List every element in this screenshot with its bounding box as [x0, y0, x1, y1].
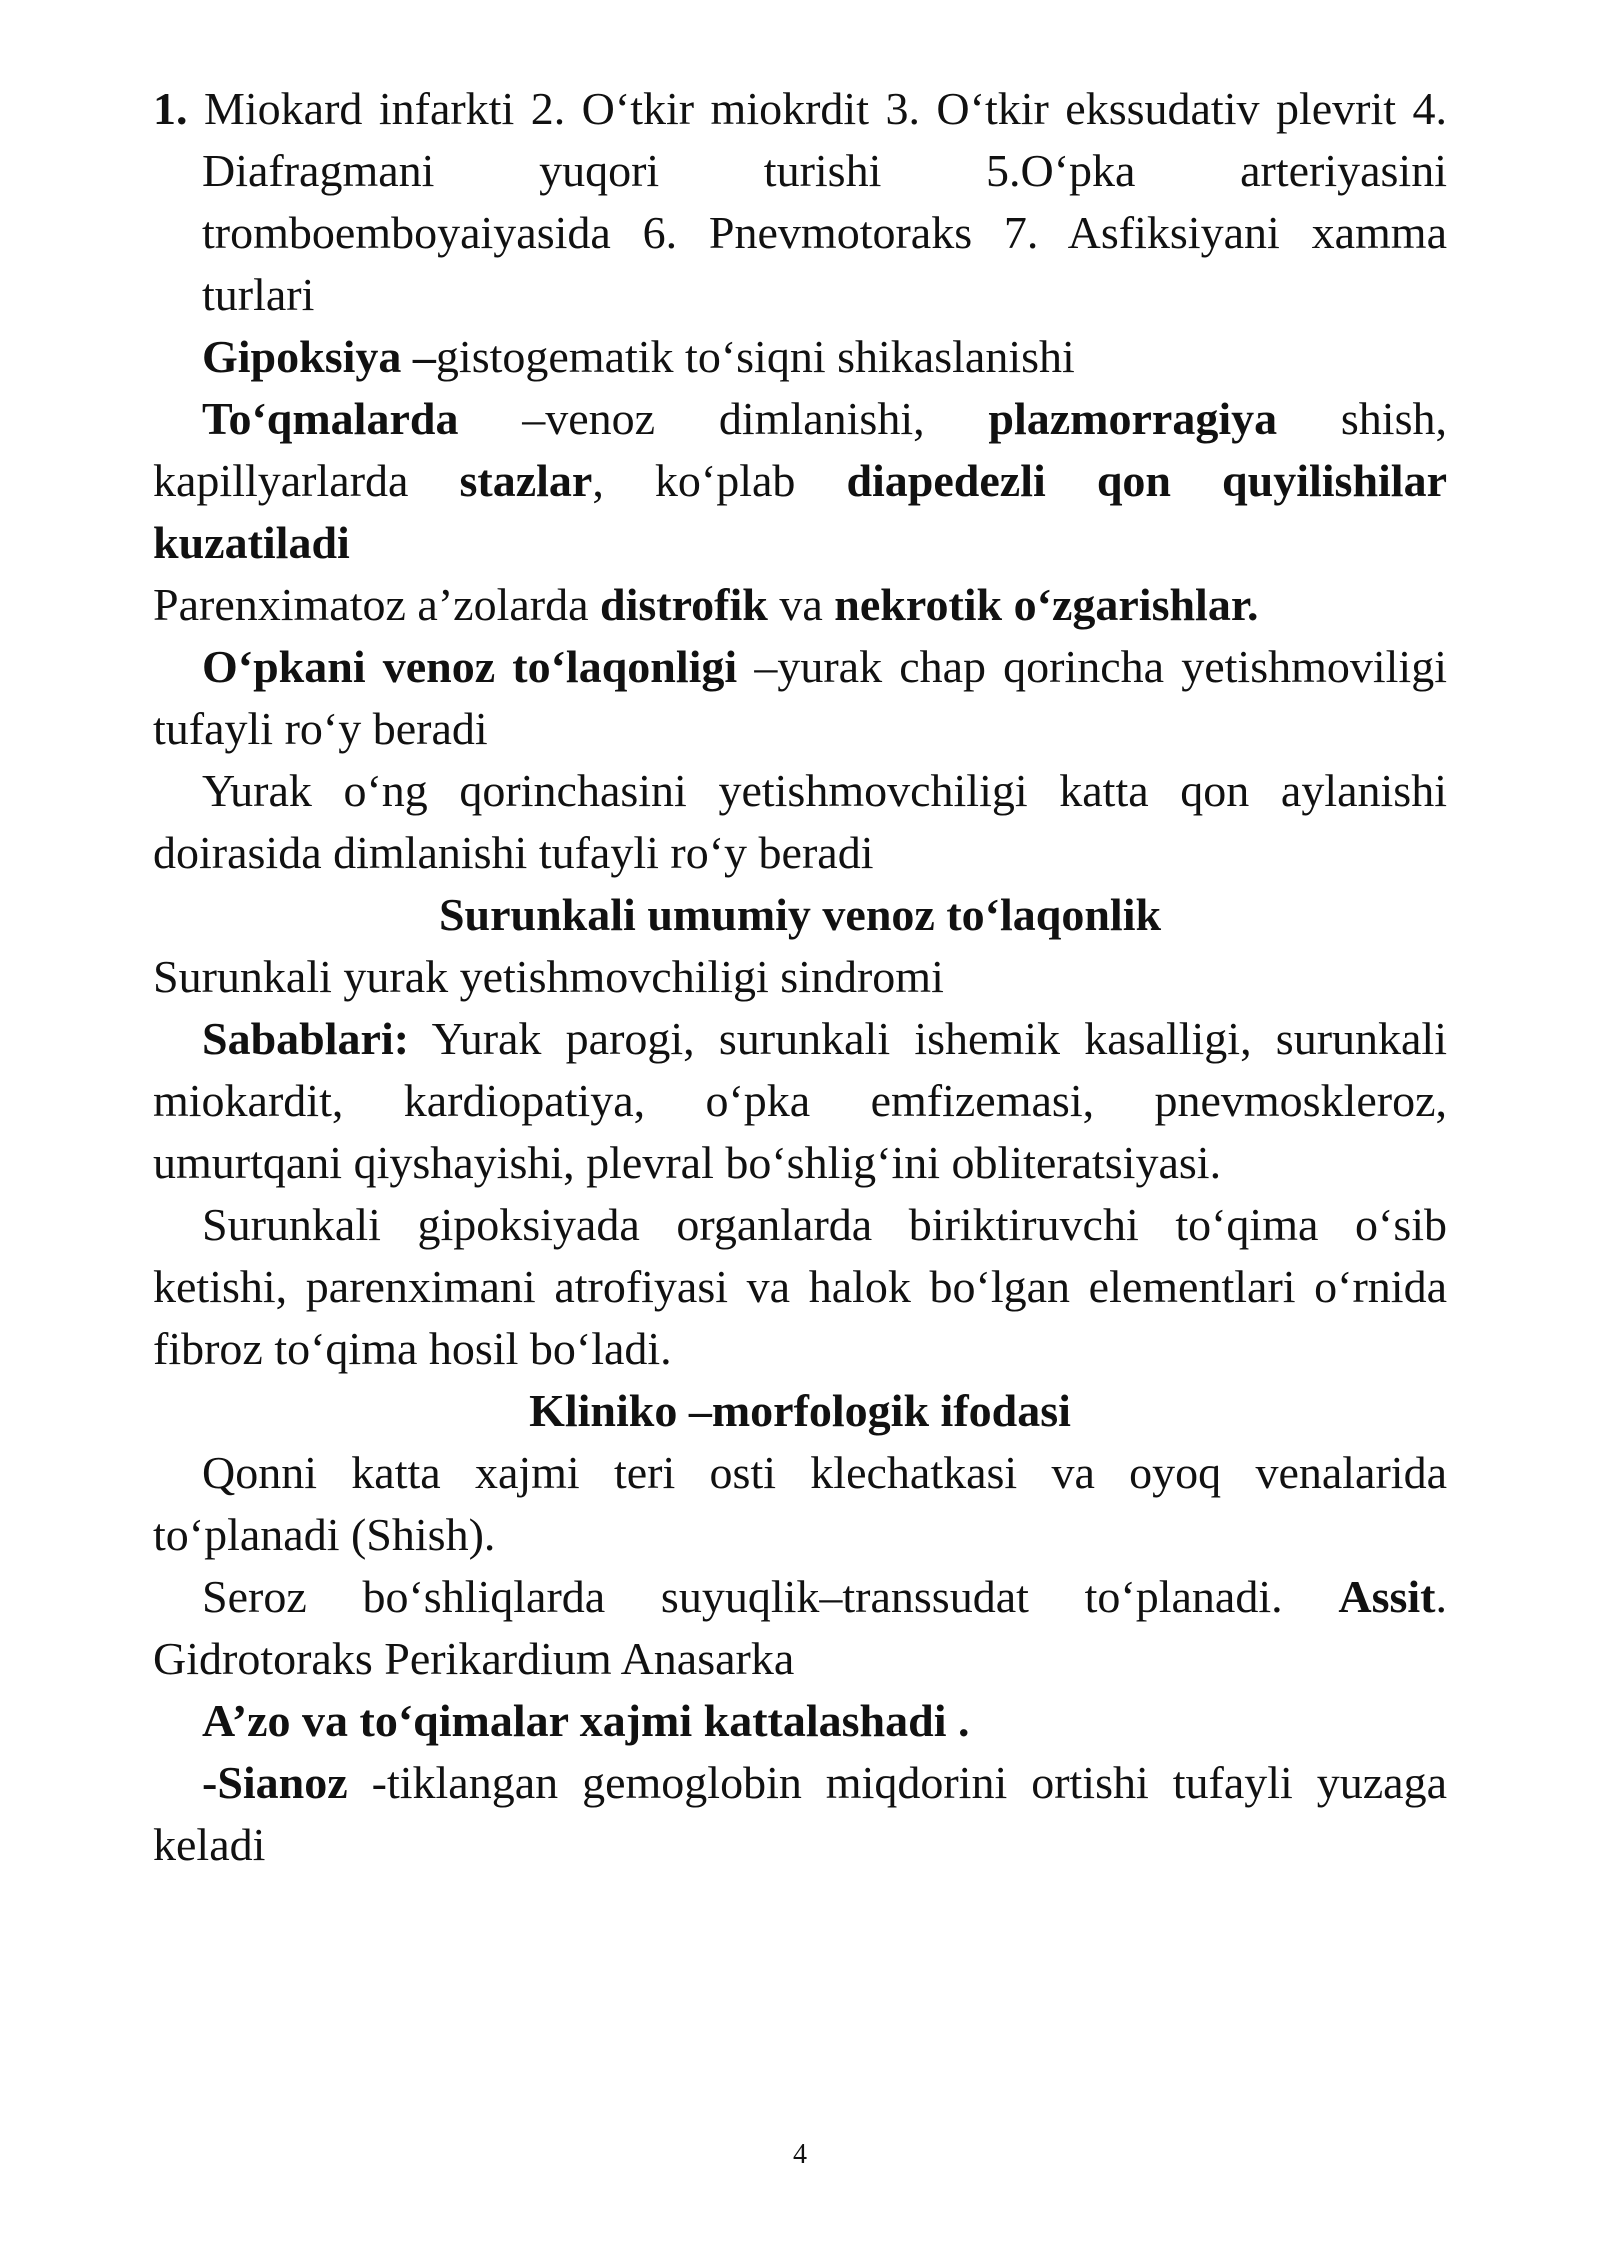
paragraph-13	[153, 1566, 1447, 1690]
paragraph-1	[153, 78, 1447, 326]
document-body	[153, 78, 1447, 1876]
text-run: Yurak o‘ng qorinchasini yetishmovchiligi katta qon aylanishi doirasida dimlanishi tufayli ro‘y beradi	[153, 765, 1447, 878]
text-run: Qonni katta xajmi teri osti klechatkasi va oyoq venalarida to‘planadi (Shish).	[153, 1447, 1447, 1560]
paragraph-8	[153, 946, 1447, 1008]
bold-run: Gipoksiya –	[202, 331, 436, 382]
paragraph-2	[153, 326, 1447, 388]
bold-run: O‘pkani venoz to‘laqonligi	[202, 641, 738, 692]
bold-run: stazlar	[459, 455, 593, 506]
bold-run: Surunkali umumiy venoz to‘laqonlik	[438, 889, 1162, 940]
paragraph-3	[153, 388, 1447, 574]
bold-run: distrofik	[600, 579, 768, 630]
bold-run: Assit	[1338, 1571, 1436, 1622]
paragraph-10	[153, 1194, 1447, 1380]
text-run: Parenximatoz a’zolarda	[153, 579, 600, 630]
text-run: Miokard infarkti 2. O‘tkir miokrdit 3. O‘tkir ekssudativ plevrit 4. Diafragmani yuqori turishi 5.O‘pka arteriyasini tromboemboyaiyasida 6. Pnevmotoraks 7. Asfiksiyani xamma turlari	[187, 83, 1447, 320]
text-run: Seroz bo‘shliqlarda suyuqlik–transsudat to‘planadi.	[202, 1571, 1339, 1622]
text-run: gistogematik to‘siqni shikaslanishi	[435, 331, 1075, 382]
text-run: shish, kapillyarlarda	[153, 393, 1447, 506]
paragraph-14	[153, 1690, 1447, 1752]
paragraph-12	[153, 1442, 1447, 1566]
bold-run: 1.	[153, 83, 188, 134]
text-run: , ko‘plab	[592, 455, 847, 506]
text-run: Yurak parogi, surunkali ishemik kasalligi, surunkali miokardit, kardiopatiya, o‘pka emfizemasi, pnevmoskleroz, umurtqani qiyshayishi, plevral bo‘shlig‘ini obliteratsiyasi.	[153, 1013, 1447, 1188]
paragraph-6	[153, 760, 1447, 884]
page-number: 4	[793, 2139, 807, 2170]
bold-run: diapedezli qon quyilishilar kuzatiladi	[153, 455, 1448, 568]
bold-run: plazmorragiya	[988, 393, 1278, 444]
bold-run: Kliniko –morfologik ifodasi	[529, 1385, 1071, 1436]
section-heading-surunkali	[153, 884, 1447, 946]
section-heading-kliniko	[153, 1380, 1447, 1442]
paragraph-4	[153, 574, 1447, 636]
bold-run: nekrotik o‘zgarishlar.	[834, 579, 1259, 630]
text-run: Surunkali gipoksiyada organlarda biriktiruvchi to‘qima o‘sib ketishi, parenximani atrofiyasi va halok bo‘lgan elementlari o‘rnida fibroz to‘qima hosil bo‘ladi.	[153, 1199, 1447, 1374]
text-run: . Gidrotoraks Perikardium Anasarka	[153, 1571, 1447, 1684]
text-run: va	[767, 579, 835, 630]
text-run: –venoz dimlanishi,	[458, 393, 989, 444]
bold-run: Sabablari:	[202, 1013, 410, 1064]
bold-run: A’zo va to‘qimalar xajmi kattalashadi .	[202, 1695, 970, 1746]
bold-run: To‘qmalarda	[202, 393, 459, 444]
paragraph-9	[153, 1008, 1447, 1194]
text-run: Surunkali yurak yetishmovchiligi sindromi	[153, 951, 944, 1002]
bold-run: -Sianoz	[202, 1757, 348, 1808]
paragraph-5	[153, 636, 1447, 760]
text-run: -tiklangan gemoglobin miqdorini ortishi tufayli yuzaga keladi	[153, 1757, 1447, 1870]
text-run: –yurak chap qorincha yetishmoviligi tufayli ro‘y beradi	[153, 641, 1447, 754]
paragraph-15	[153, 1752, 1447, 1876]
